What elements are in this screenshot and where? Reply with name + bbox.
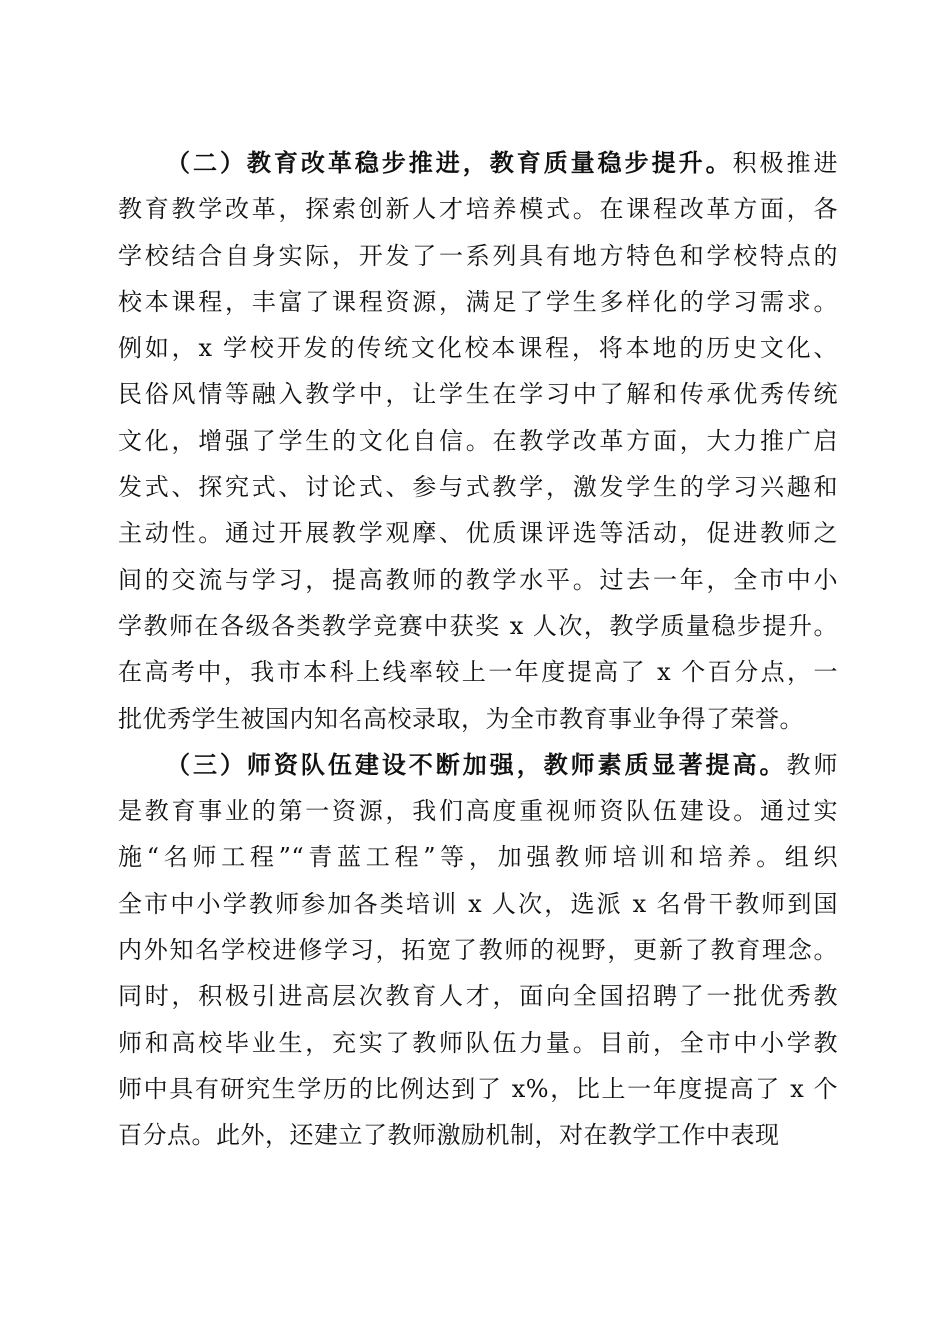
paragraph-line: 学校结合自身实际，开发了一系列具有地方特色和学校特点的 [118,241,838,270]
paragraph-line: （三）师资队伍建设不断加强，教师素质显著提高。教师 [166,749,839,779]
paragraph-line: 施“名师工程”“青蓝工程”等，加强教师培训和培养。组织 [118,843,838,872]
paragraph-line: 师中具有研究生学历的比例达到了 x%，比上一年度提高了 x 个 [118,1074,838,1103]
paragraph-line: 校本课程，丰富了课程资源，满足了学生多样化的学习需求。 [118,287,838,316]
paragraph-line: 主动性。通过开展教学观摩、优质课评选等活动，促进教师之 [118,519,838,548]
section-heading: （二）教育改革稳步推进，教育质量稳步提升。 [166,148,733,177]
paragraph-line: 全市中小学教师参加各类培训 x 人次，选派 x 名骨干教师到国 [118,889,838,918]
paragraph-line: 教育教学改革，探索创新人才培养模式。在课程改革方面，各 [118,195,838,224]
paragraph-teacher-development [118,742,838,1159]
paragraph-line: （二）教育改革稳步推进，教育质量稳步提升。积极推进 [166,148,838,177]
paragraph-line: 百分点。此外，还建立了教师激励机制，对在教学工作中表现 [118,1121,780,1150]
paragraph-line: 例如，x 学校开发的传统文化校本课程，将本地的历史文化、 [118,334,838,363]
paragraph-line: 在高考中，我市本科上线率较上一年度提高了 x 个百分点，一 [118,658,838,687]
section-heading: （三）师资队伍建设不断加强，教师素质显著提高。 [166,749,787,779]
paragraph-education-reform [118,140,838,742]
paragraph-line: 是教育事业的第一资源，我们高度重视师资队伍建设。通过实 [118,797,838,826]
paragraph-line: 师和高校毕业生，充实了教师队伍力量。目前，全市中小学教 [118,1028,838,1057]
paragraph-line: 间的交流与学习，提高教师的教学水平。过去一年，全市中小 [118,565,838,594]
paragraph-line: 同时，积极引进高层次教育人才，面向全国招聘了一批优秀教 [118,982,838,1011]
paragraph-line: 发式、探究式、讨论式、参与式教学，激发学生的学习兴趣和 [118,473,838,502]
document-body [118,140,838,1159]
paragraph-line: 内外知名学校进修学习，拓宽了教师的视野，更新了教育理念。 [118,936,838,965]
paragraph-line: 学教师在各级各类教学竞赛中获奖 x 人次，教学质量稳步提升。 [118,611,838,640]
paragraph-line: 民俗风情等融入教学中，让学生在学习中了解和传承优秀传统 [118,380,838,409]
paragraph-line: 文化，增强了学生的文化自信。在教学改革方面，大力推广启 [118,426,838,455]
paragraph-line: 批优秀学生被国内知名高校录取，为全市教育事业争得了荣誉。 [118,704,804,733]
